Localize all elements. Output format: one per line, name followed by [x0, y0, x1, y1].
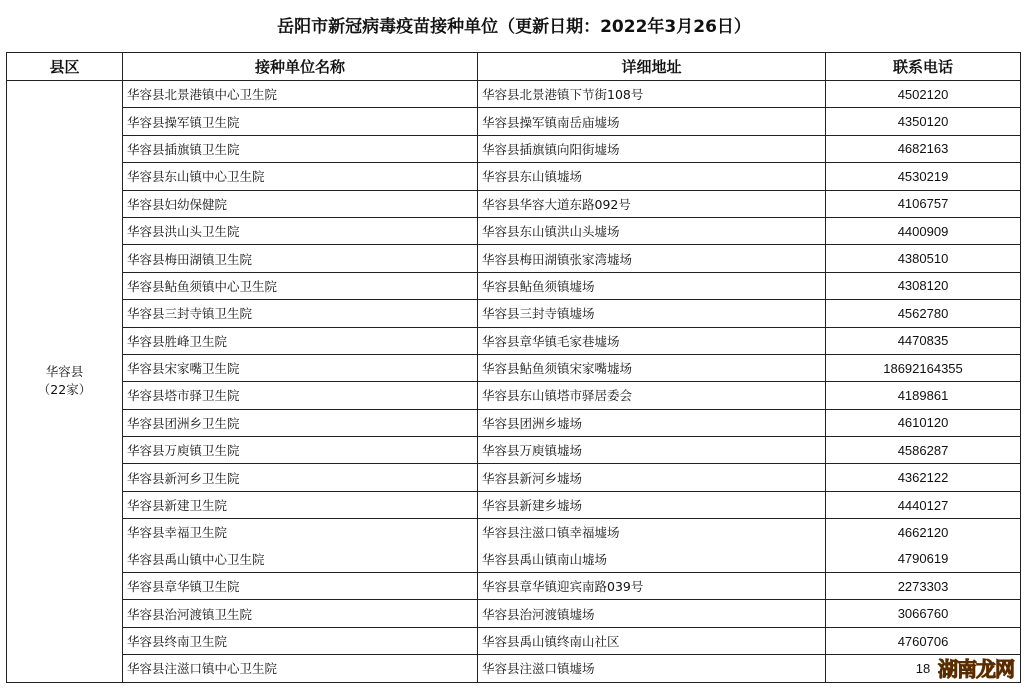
address-cell: 华容县华容大道东路092号: [478, 190, 826, 217]
header-county: 县区: [7, 53, 123, 81]
site-name-cell: 华容县宋家嘴卫生院: [123, 354, 478, 381]
address-cell: 华容县禹山镇终南山社区: [478, 627, 826, 654]
site-name-cell: 华容县塔市驿卫生院: [123, 382, 478, 409]
phone-cell: 4308120: [826, 272, 1021, 299]
phone-cell: 4530219: [826, 163, 1021, 190]
phone-cell: 4760706: [826, 627, 1021, 654]
site-name-cell: 华容县幸福卫生院: [123, 519, 478, 546]
table-row: [7, 81, 1021, 108]
address-cell: 华容县东山镇洪山头墟场: [478, 217, 826, 244]
address-cell: 华容县插旗镇向阳街墟场: [478, 135, 826, 162]
table-row: [7, 546, 1021, 573]
table-row: [7, 190, 1021, 217]
table-row: [7, 409, 1021, 436]
phone-cell: 4502120: [826, 81, 1021, 108]
watermark-logo: 湖南龙网: [938, 657, 1014, 681]
site-name-cell: 华容县东山镇中心卫生院: [123, 163, 478, 190]
address-cell: 华容县禹山镇南山墟场: [478, 546, 826, 573]
site-name-cell: 华容县插旗镇卫生院: [123, 135, 478, 162]
address-cell: 华容县三封寺镇墟场: [478, 300, 826, 327]
address-cell: 华容县梅田湖镇张家湾墟场: [478, 245, 826, 272]
table-row: [7, 600, 1021, 627]
address-cell: 华容县章华镇毛家巷墟场: [478, 327, 826, 354]
site-name-cell: 华容县三封寺镇卫生院: [123, 300, 478, 327]
phone-cell: 4440127: [826, 491, 1021, 518]
county-count: （22家）: [37, 382, 92, 398]
address-cell: 华容县注滋口镇墟场: [478, 655, 826, 682]
address-cell: 华容县新建乡墟场: [478, 491, 826, 518]
address-cell: 华容县团洲乡墟场: [478, 409, 826, 436]
site-name-cell: 华容县梅田湖镇卫生院: [123, 245, 478, 272]
phone-cell: 18: [826, 655, 1021, 682]
phone-cell: 4562780: [826, 300, 1021, 327]
address-cell: 华容县北景港镇下节街108号: [478, 81, 826, 108]
site-name-cell: 华容县操军镇卫生院: [123, 108, 478, 135]
header-address: 详细地址: [478, 53, 826, 81]
table-row: [7, 217, 1021, 244]
site-name-cell: 华容县妇幼保健院: [123, 190, 478, 217]
site-name-cell: 华容县洪山头卫生院: [123, 217, 478, 244]
table-row: [7, 135, 1021, 162]
county-name: 华容县: [45, 364, 84, 380]
table-row: [7, 573, 1021, 600]
header-site-name: 接种单位名称: [123, 53, 478, 81]
table-row: [7, 519, 1021, 546]
phone-cell: 4790619: [826, 546, 1021, 573]
address-cell: 华容县东山镇塔市驿居委会: [478, 382, 826, 409]
phone-cell: 3066760: [826, 600, 1021, 627]
table-row: [7, 300, 1021, 327]
phone-cell: 4106757: [826, 190, 1021, 217]
site-name-cell: 华容县治河渡镇卫生院: [123, 600, 478, 627]
phone-cell: 18692164355: [826, 354, 1021, 381]
table-row: [7, 382, 1021, 409]
address-cell: 华容县治河渡镇墟场: [478, 600, 826, 627]
table-row: [7, 354, 1021, 381]
phone-cell: 4682163: [826, 135, 1021, 162]
site-name-cell: 华容县北景港镇中心卫生院: [123, 81, 478, 108]
address-cell: 华容县鲇鱼须镇宋家嘴墟场: [478, 354, 826, 381]
header-phone: 联系电话: [826, 53, 1021, 81]
page-title: 岳阳市新冠病毒疫苗接种单位（更新日期：2022年3月26日）: [277, 17, 751, 37]
site-name-cell: 华容县胜峰卫生院: [123, 327, 478, 354]
phone-cell: 4662120: [826, 519, 1021, 546]
phone-cell: 4350120: [826, 108, 1021, 135]
phone-cell: 4400909: [826, 217, 1021, 244]
phone-cell: 4362122: [826, 464, 1021, 491]
site-name-cell: 华容县新建卫生院: [123, 491, 478, 518]
table-row: [7, 245, 1021, 272]
table-row: [7, 464, 1021, 491]
table-row: [7, 437, 1021, 464]
site-name-cell: 华容县禹山镇中心卫生院: [123, 546, 478, 573]
address-cell: 华容县操军镇南岳庙墟场: [478, 108, 826, 135]
site-name-cell: 华容县团洲乡卫生院: [123, 409, 478, 436]
address-cell: 华容县东山镇墟场: [478, 163, 826, 190]
table-row: [7, 163, 1021, 190]
county-cell: [7, 81, 123, 683]
table-row: [7, 108, 1021, 135]
vaccination-sites-table: [6, 52, 1021, 683]
table-row: [7, 327, 1021, 354]
phone-cell: 4470835: [826, 327, 1021, 354]
table-row: [7, 627, 1021, 654]
phone-cell: 2273303: [826, 573, 1021, 600]
site-name-cell: 华容县新河乡卫生院: [123, 464, 478, 491]
site-name-cell: 华容县终南卫生院: [123, 627, 478, 654]
address-cell: 华容县万庾镇墟场: [478, 437, 826, 464]
phone-cell: 4610120: [826, 409, 1021, 436]
address-cell: 华容县注滋口镇幸福墟场: [478, 519, 826, 546]
phone-cell: 4586287: [826, 437, 1021, 464]
table-row: [7, 491, 1021, 518]
site-name-cell: 华容县万庾镇卫生院: [123, 437, 478, 464]
site-name-cell: 华容县注滋口镇中心卫生院: [123, 655, 478, 682]
table-header-row: [7, 53, 1021, 81]
site-name-cell: 华容县鲇鱼须镇中心卫生院: [123, 272, 478, 299]
address-cell: 华容县鲇鱼须镇墟场: [478, 272, 826, 299]
table-row: [7, 655, 1021, 682]
site-name-cell: 华容县章华镇卫生院: [123, 573, 478, 600]
phone-cell: 4189861: [826, 382, 1021, 409]
address-cell: 华容县章华镇迎宾南路039号: [478, 573, 826, 600]
phone-cell: 4380510: [826, 245, 1021, 272]
address-cell: 华容县新河乡墟场: [478, 464, 826, 491]
table-row: [7, 272, 1021, 299]
